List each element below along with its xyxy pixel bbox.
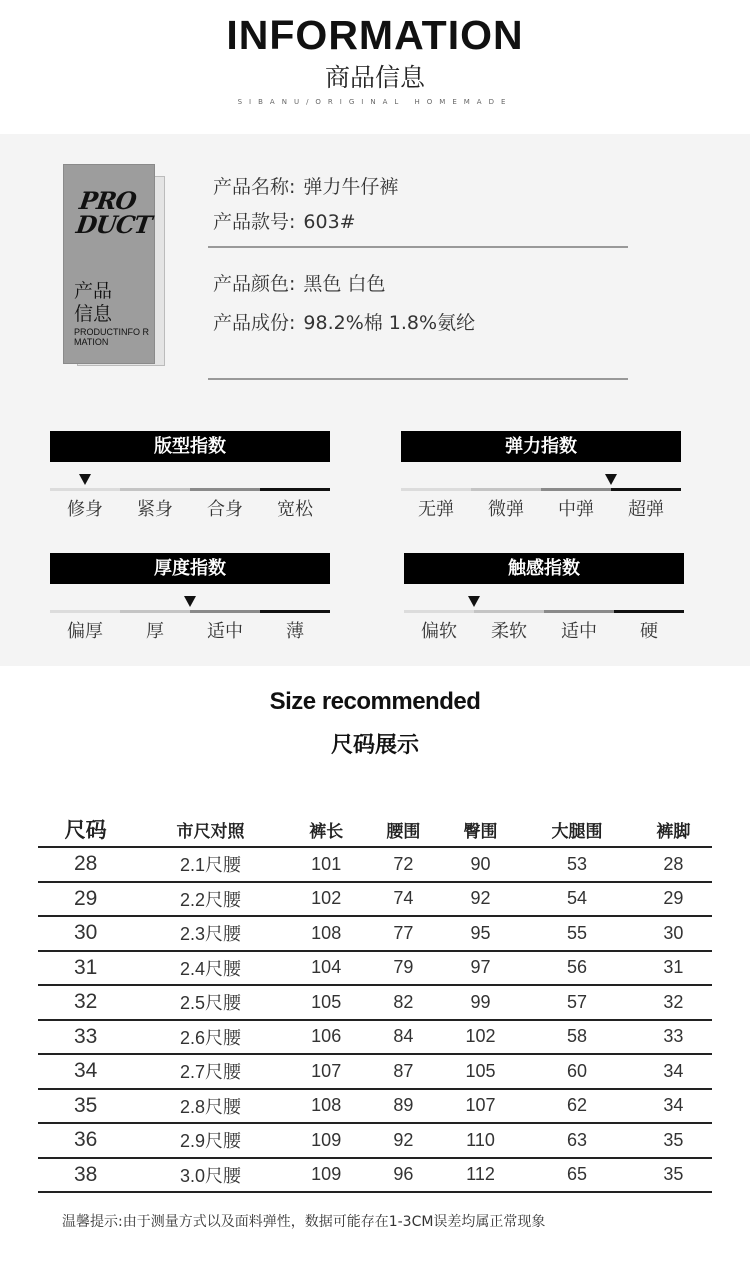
table-cell: 95 [442,916,519,951]
size-title-en: Size recommended [269,688,481,715]
divider [208,378,628,380]
table-cell: 110 [442,1123,519,1158]
table-cell: 106 [288,1020,365,1055]
table-row [38,1158,712,1193]
touch-index-title: 触感指数 [404,553,684,584]
table-cell: 109 [288,1158,365,1193]
table-cell: 58 [519,1020,635,1055]
table-cell: 62 [519,1089,635,1124]
table-cell: 56 [519,951,635,986]
scale-segment [544,610,614,613]
table-cell: 112 [442,1158,519,1193]
brand-tagline: SIBANU/ORIGINAL HOMEMADE [237,98,513,106]
table-cell: 96 [365,1158,442,1193]
table-cell: 34 [635,1054,712,1089]
size-table [38,812,712,1193]
scale-segment [474,610,544,613]
stretch-index [401,431,681,521]
scale-label: 偏厚 [67,621,103,642]
scale-segment [471,488,541,491]
fit-index [50,431,330,521]
table-cell: 36 [38,1123,133,1158]
table-cell: 55 [519,916,635,951]
table-cell: 2.5尺腰 [133,985,287,1020]
table-cell: 2.2尺腰 [133,882,287,917]
card-pro-line2: DUCT [74,210,154,239]
size-title-cn: 尺码展示 [330,733,419,758]
table-cell: 31 [635,951,712,986]
thickness-index [50,553,330,643]
table-cell: 29 [38,882,133,917]
scale-segment [614,610,684,613]
table-row [38,1123,712,1158]
touch-index-scale [404,610,684,613]
scale-segment [50,610,120,613]
thickness-index-scale [50,610,330,613]
scale-segment [190,610,260,613]
scale-segment [401,488,471,491]
table-cell: 35 [635,1123,712,1158]
table-row [38,951,712,986]
scale-segment [190,488,260,491]
table-row [38,1020,712,1055]
table-cell: 105 [442,1054,519,1089]
table-cell: 79 [365,951,442,986]
product-color-label: 产品颜色: [213,273,296,295]
fit-index-labels [50,495,330,521]
stretch-index-title: 弹力指数 [401,431,681,462]
scale-segment [541,488,611,491]
table-cell: 54 [519,882,635,917]
table-cell: 28 [635,847,712,882]
product-model-label: 产品款号: [213,211,296,233]
header [0,0,750,134]
table-cell: 87 [365,1054,442,1089]
scale-segment [50,488,120,491]
product-name-field [213,172,398,199]
table-cell: 2.3尺腰 [133,916,287,951]
scale-label: 紧身 [137,499,173,520]
info-title: INFORMATION [226,12,524,58]
thickness-index-title: 厚度指数 [50,553,330,584]
table-cell: 33 [38,1020,133,1055]
scale-label: 超弹 [628,499,664,520]
column-header: 臀围 [463,821,498,842]
table-cell: 107 [442,1089,519,1124]
table-row [38,1089,712,1124]
table-cell: 57 [519,985,635,1020]
info-subtitle: 商品信息 [324,63,425,92]
column-header: 裤长 [309,821,344,842]
table-cell: 60 [519,1054,635,1089]
column-header: 大腿围 [551,821,603,842]
card-face [63,164,155,364]
scale-label: 宽松 [277,499,313,520]
table-cell: 108 [288,916,365,951]
table-cell: 30 [38,916,133,951]
table-row [38,882,712,917]
thickness-index-marker-icon [184,596,196,607]
product-name-label: 产品名称: [213,176,296,198]
scale-segment [120,488,190,491]
fit-index-title: 版型指数 [50,431,330,462]
table-cell: 35 [38,1089,133,1124]
table-cell: 2.1尺腰 [133,847,287,882]
product-composition-field [213,308,475,335]
table-cell: 102 [442,1020,519,1055]
product-composition-label: 产品成份: [213,312,296,334]
scale-label: 偏软 [421,621,457,642]
table-cell: 109 [288,1123,365,1158]
card-cn-line1: 产品 [74,280,113,302]
table-cell: 77 [365,916,442,951]
scale-label: 适中 [561,621,597,642]
table-cell: 104 [288,951,365,986]
table-cell: 33 [635,1020,712,1055]
table-cell: 2.6尺腰 [133,1020,287,1055]
table-cell: 35 [635,1158,712,1193]
scale-segment [260,610,330,613]
scale-label: 厚 [146,621,164,642]
touch-index-labels [404,617,684,643]
scale-segment [120,610,190,613]
table-cell: 2.4尺腰 [133,951,287,986]
column-header: 市尺对照 [176,821,245,842]
scale-segment [404,610,474,613]
thickness-index-labels [50,617,330,643]
table-cell: 74 [365,882,442,917]
scale-label: 无弹 [418,499,454,520]
measurement-note: 温馨提示:由于测量方式以及面料弹性，数据可能存在1-3CM误差均属正常现象 [62,1214,546,1230]
table-cell: 102 [288,882,365,917]
table-cell: 89 [365,1089,442,1124]
card-product-logo [74,186,156,239]
table-cell: 65 [519,1158,635,1193]
fit-index-marker-icon [79,474,91,485]
table-cell: 84 [365,1020,442,1055]
table-cell: 108 [288,1089,365,1124]
scale-segment [611,488,681,491]
scale-segment [260,488,330,491]
scale-label: 柔软 [491,621,527,642]
fit-index-scale [50,488,330,491]
scale-label: 修身 [67,499,103,520]
table-row [38,1054,712,1089]
table-cell: 2.7尺腰 [133,1054,287,1089]
table-cell: 53 [519,847,635,882]
table-cell: 101 [288,847,365,882]
table-cell: 63 [519,1123,635,1158]
column-header: 尺码 [64,818,107,842]
product-model-value: 603# [303,211,356,233]
stretch-index-scale [401,488,681,491]
table-row [38,916,712,951]
stretch-index-labels [401,495,681,521]
stretch-index-marker-icon [605,474,617,485]
table-cell: 30 [635,916,712,951]
touch-index [404,553,684,643]
size-table-body [38,847,712,1192]
column-header: 裤脚 [656,821,691,842]
table-cell: 105 [288,985,365,1020]
table-cell: 28 [38,847,133,882]
table-cell: 99 [442,985,519,1020]
table-cell: 2.8尺腰 [133,1089,287,1124]
size-table-header [38,812,712,847]
table-cell: 107 [288,1054,365,1089]
card-en-text: PRODUCTINFO RMATION [74,327,149,347]
table-cell: 92 [365,1123,442,1158]
product-composition-value: 98.2%棉 1.8%氨纶 [303,312,476,334]
table-cell: 31 [38,951,133,986]
product-color-value: 黑色 白色 [303,273,386,295]
divider [208,246,628,248]
table-cell: 3.0尺腰 [133,1158,287,1193]
touch-index-marker-icon [468,596,480,607]
table-cell: 72 [365,847,442,882]
table-row [38,985,712,1020]
scale-label: 硬 [640,621,658,642]
table-cell: 32 [38,985,133,1020]
product-model-field [213,207,356,234]
table-cell: 32 [635,985,712,1020]
scale-label: 中弹 [558,499,594,520]
scale-label: 合身 [207,499,243,520]
table-cell: 29 [635,882,712,917]
table-cell: 90 [442,847,519,882]
scale-label: 适中 [207,621,243,642]
product-color-field [213,269,385,296]
column-header: 腰围 [386,821,421,842]
table-cell: 92 [442,882,519,917]
table-row [38,847,712,882]
table-cell: 97 [442,951,519,986]
card-cn-line2: 信息 [74,303,113,325]
product-name-value: 弹力牛仔裤 [303,176,399,198]
table-cell: 34 [38,1054,133,1089]
table-cell: 82 [365,985,442,1020]
table-cell: 38 [38,1158,133,1193]
scale-label: 微弹 [488,499,524,520]
product-info-card [63,164,167,368]
table-cell: 2.9尺腰 [133,1123,287,1158]
table-cell: 34 [635,1089,712,1124]
card-pro-line1: PRO [77,186,138,215]
scale-label: 薄 [286,621,304,642]
